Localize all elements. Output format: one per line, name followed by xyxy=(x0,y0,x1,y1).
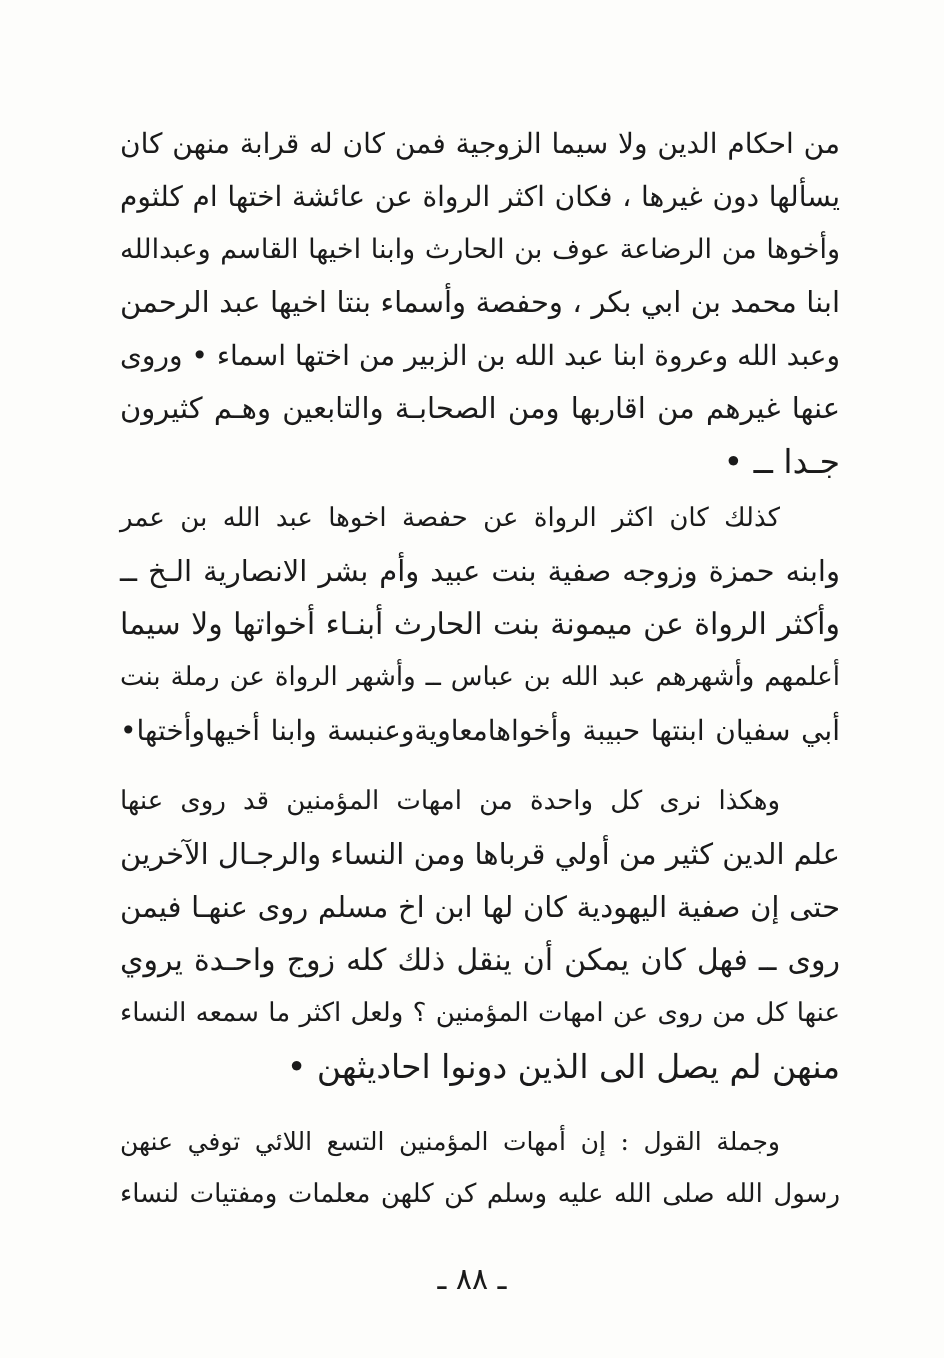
text-line: وعبد الله وعروة ابنا عبد الله بن الزبير من اختها اسماء • وروى xyxy=(120,339,840,372)
text-line: جـدا ــ • xyxy=(723,442,840,481)
text-line: من احكام الدين ولا سيما الزوجية فمن كان له قرابة منهن كان xyxy=(120,127,840,160)
text-line: يسألها دون غيرها ، فكان اكثر الرواة عن عائشة اختها ام كلثوم xyxy=(120,180,840,213)
paragraph-2 xyxy=(120,492,840,757)
text-line: أبي سفيان ابنتها حبيبة وأخواهامعاويةوعنبسة وابنا أخيهاوأختها• xyxy=(120,714,840,747)
paragraph-1 xyxy=(120,117,840,488)
text-line: وجملة القول : إن أمهات المؤمنين التسع اللائي توفي عنهن xyxy=(120,1127,780,1156)
text-line: علم الدين كثير من أولي قرباها ومن النساء والرجـال الآخرين xyxy=(120,837,840,871)
text-line: وأكثر الرواة عن ميمونة بنت الحارث أبنـاء أخواتها ولا سيما xyxy=(120,607,840,642)
text-line: حتى إن صفية اليهودية كان لها ابن اخ مسلم روى عنهـا فيمن xyxy=(120,890,840,924)
text-line: عنها كل من روى عن امهات المؤمنين ؟ ولعل اكثر ما سمعه النساء xyxy=(120,998,840,1028)
text-line: منهن لم يصل الى الذين دونوا احاديثهن • xyxy=(286,1047,840,1086)
text-line: وأخوها من الرضاعة عوف بن الحارث وابنا اخيها القاسم وعبدالله xyxy=(120,234,840,265)
paragraph-3 xyxy=(120,775,840,1093)
text-line: وابنه حمزة وزوجه صفية بنت عبيد وأم بشر الانصارية الـخ ــ xyxy=(120,554,840,588)
text-line: ابنا محمد بن ابي بكر ، وحفصة وأسماء بنتا اخيها عبد الرحمن xyxy=(120,285,840,319)
paragraph-4 xyxy=(120,1115,840,1221)
text-line: عنها غيرهم من اقاربها ومن الصحابـة والتابعين وهـم كثيرون xyxy=(120,391,840,425)
page-number: ـ ٨٨ ـ xyxy=(437,1262,507,1297)
text-line: أعلمهم وأشهرهم عبد الله بن عباس ــ وأشهر الرواة عن رملة بنت xyxy=(120,662,840,692)
text-line: رسول الله صلى الله عليه وسلم كن كلهن معلمات ومفتيات لنساء xyxy=(120,1179,840,1209)
text-line: كذلك كان اكثر الرواة عن حفصة اخوها عبد الله بن عمر xyxy=(120,503,780,533)
text-line: روى ــ فهل كان يمكن أن ينقل ذلك كله زوج واحـدة يروي xyxy=(120,943,840,978)
text-line: وهكذا نرى كل واحدة من امهات المؤمنين قد روى عنها xyxy=(120,786,780,816)
